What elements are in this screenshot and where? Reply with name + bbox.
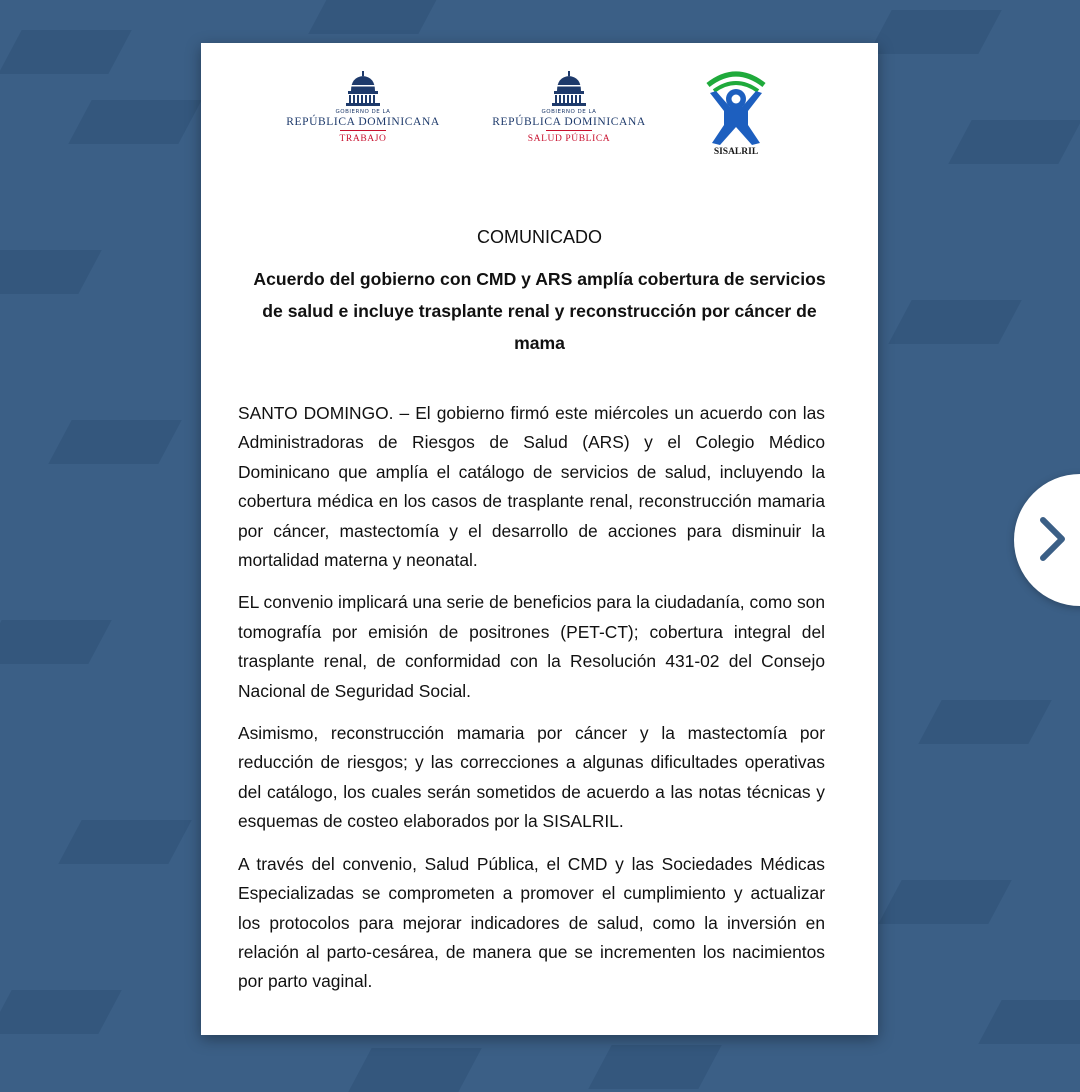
chevron-right-icon <box>1038 516 1068 562</box>
bg-tile <box>878 880 1011 924</box>
logo-name-text: REPÚBLICA DOMINICANA <box>492 116 646 128</box>
sisalril-name-text: SISALRIL <box>713 147 759 157</box>
bg-tile <box>0 990 122 1034</box>
next-slide-button[interactable] <box>1014 474 1080 606</box>
document-headline: Acuerdo del gobierno con CMD y ARS amplía cobertura de servicios de salud e incluye trasplante renal y reconstrucción por cáncer de mama <box>253 269 826 353</box>
bg-tile <box>0 30 132 74</box>
bg-tile <box>308 0 441 34</box>
logo-name-text: REPÚBLICA DOMINICANA <box>286 116 440 128</box>
document-label: COMUNICADO <box>477 227 602 247</box>
bg-tile <box>348 1048 481 1092</box>
sisalril-figure-icon <box>704 69 768 149</box>
bg-tile <box>58 820 191 864</box>
logo-ministry-text: TRABAJO <box>339 134 387 144</box>
bg-tile <box>918 700 1051 744</box>
bg-tile <box>48 420 181 464</box>
bg-tile <box>868 10 1001 54</box>
capitol-dome-icon <box>549 71 589 107</box>
gobierno-trabajo-logo <box>273 71 453 144</box>
bg-tile <box>0 250 102 294</box>
bg-tile <box>588 1045 721 1089</box>
body-paragraph: SANTO DOMINGO. – El gobierno firmó este miércoles un acuerdo con las Administradoras de Riesgos de Salud (ARS) y el Colegio Médico Dominicano que amplía el catálogo de servicios de salud, incluyendo la cobertura médica en los casos de trasplante renal, reconstrucción mamaria por cáncer, mastectomía y el desarrollo de acciones para disminuir la mortalidad materna y neonatal. <box>238 403 825 571</box>
logo-top-text: GOBIERNO DE LA <box>335 109 391 115</box>
body-paragraph: EL convenio implicará una serie de beneficios para la ciudadanía, como son tomografía por emisión de positrones (PET-CT); cobertura integral del trasplante renal, de conformidad con la Resolución 431-02 del Consejo Nacional de Seguridad Social. <box>238 592 825 701</box>
body-paragraph: Asimismo, reconstrucción mamaria por cáncer y la mastectomía por reducción de riesgos; y las correcciones a algunas dificultades operativas del catálogo, los cuales serán sometidos de acuerdo a las notas técnicas y esquemas de costeo elaborados por la SISALRIL. <box>238 723 825 832</box>
bg-tile <box>0 620 112 664</box>
logo-divider <box>546 130 592 131</box>
logo-top-text: GOBIERNO DE LA <box>541 109 597 115</box>
bg-tile <box>948 120 1080 164</box>
logo-divider <box>340 130 386 131</box>
sisalril-logo <box>696 69 776 157</box>
document-page <box>201 43 878 1035</box>
logo-ministry-text: SALUD PÚBLICA <box>527 134 611 144</box>
gobierno-salud-publica-logo <box>479 71 659 144</box>
bg-tile <box>978 1000 1080 1044</box>
bg-tile <box>888 300 1021 344</box>
document-body <box>238 399 825 1010</box>
body-paragraph: A través del convenio, Salud Pública, el CMD y las Sociedades Médicas Especializadas se comprometen a promover el cumplimiento y actualizar los protocolos para mejorar indicadores de salud, como la inversión en relación al parto-cesárea, de manera que se incrementen los nacimientos por parto vaginal. <box>238 853 825 992</box>
capitol-dome-icon <box>343 71 383 107</box>
bg-tile <box>68 100 201 144</box>
